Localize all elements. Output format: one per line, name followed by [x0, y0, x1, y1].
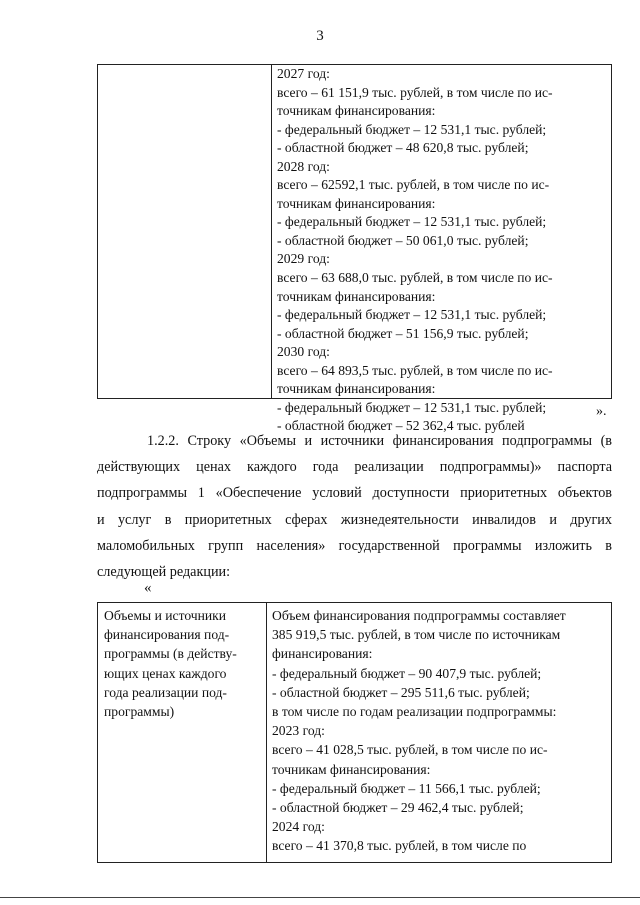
closing-quote: ». [596, 404, 607, 419]
cell-line: всего – 62592,1 тыс. рублей, в том числе по ис- [277, 177, 550, 193]
cell-line: Объемы и источники [104, 608, 227, 623]
paragraph-line: действующих ценах каждого года реализации подпрограммы)» паспорта [97, 459, 612, 476]
table-cell-financing-details [272, 606, 605, 856]
column-divider [271, 65, 272, 398]
financing-table-new [97, 602, 612, 862]
cell-line: 2024 год: [272, 819, 325, 835]
cell-line: всего – 41 028,5 тыс. рублей, в том числе по ис- [272, 742, 548, 758]
cell-line: 2028 год: [277, 158, 330, 174]
cell-line: 2029 год: [277, 251, 330, 267]
amendment-paragraph [97, 428, 612, 585]
cell-line: финансирования: [272, 646, 373, 662]
cell-line: всего – 41 370,8 тыс. рублей, в том числе по [272, 838, 527, 854]
cell-line: - областной бюджет – 52 362,4 тыс. рублей [277, 418, 525, 434]
cell-line: программы) [104, 704, 175, 720]
opening-quote: « [144, 580, 152, 596]
cell-line: всего – 61 151,9 тыс. рублей, в том числе по ис- [277, 84, 553, 100]
paragraph-line: маломобильных групп населения» государственной программы изложить в [97, 537, 612, 554]
cell-line: в том числе по годам реализации подпрограммы: [272, 704, 557, 720]
cell-line: 385 919,5 тыс. рублей, в том числе по источникам [272, 627, 561, 643]
cell-line: точникам финансирования: [277, 288, 436, 304]
table-cell-row-label [104, 606, 262, 721]
cell-line: Объем финансирования подпрограммы составляет [272, 608, 566, 623]
paragraph-line: подпрограммы 1 «Обеспечение условий доступности приоритетных объектов [97, 485, 612, 502]
cell-line: - федеральный бюджет – 11 566,1 тыс. рублей; [272, 780, 541, 796]
cell-line: 2027 год: [277, 66, 330, 81]
cell-line: финансирования под- [104, 627, 230, 643]
table-bottom-border [97, 862, 612, 863]
column-divider [266, 603, 267, 862]
cell-line: - областной бюджет – 51 156,9 тыс. рублей; [277, 325, 529, 341]
cell-line: - федеральный бюджет – 12 531,1 тыс. рублей; [277, 307, 547, 323]
cell-line: всего – 64 893,5 тыс. рублей, в том числе по ис- [277, 362, 553, 378]
cell-line: - областной бюджет – 50 061,0 тыс. рублей; [277, 232, 529, 248]
paragraph-line: 1.2.2. Строку «Объемы и источники финансирования подпрограммы (в [147, 433, 612, 449]
cell-line: - областной бюджет – 48 620,8 тыс. рублей; [277, 140, 529, 156]
cell-line: точникам финансирования: [277, 381, 436, 397]
cell-line: - федеральный бюджет – 90 407,9 тыс. рублей; [272, 665, 542, 681]
cell-line: - федеральный бюджет – 12 531,1 тыс. рублей; [277, 214, 547, 230]
cell-line: программы (в действу- [104, 646, 237, 662]
cell-line: 2023 год: [272, 723, 325, 739]
cell-line: - областной бюджет – 29 462,4 тыс. рублей; [272, 800, 524, 816]
page-edge-line [0, 897, 640, 898]
cell-line: точникам финансирования: [272, 761, 431, 777]
cell-line: точникам финансирования: [277, 195, 436, 211]
cell-line: ющих ценах каждого [104, 665, 227, 681]
cell-line: года реализации под- [104, 684, 227, 700]
paragraph-line: следующей редакции: [97, 564, 231, 581]
cell-line: точникам финансирования: [277, 103, 436, 119]
financing-table-continued [97, 64, 612, 434]
paragraph-line: и услуг в приоритетных сферах жизнедеятельности инвалидов и других [97, 511, 612, 528]
cell-line: 2030 год: [277, 344, 330, 360]
cell-line: - федеральный бюджет – 12 531,1 тыс. рублей; [277, 399, 547, 415]
table-cell-financing-years [277, 65, 605, 436]
cell-line: - областной бюджет – 295 511,6 тыс. рублей; [272, 684, 530, 700]
cell-line: всего – 63 688,0 тыс. рублей, в том числе по ис- [277, 270, 553, 286]
cell-line: - федеральный бюджет – 12 531,1 тыс. рублей; [277, 121, 547, 137]
page-number: 3 [316, 28, 324, 44]
